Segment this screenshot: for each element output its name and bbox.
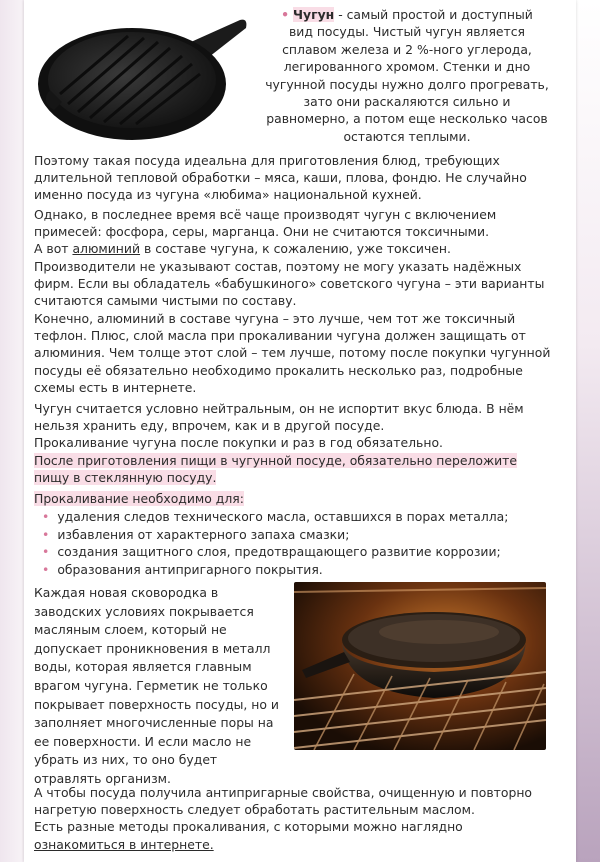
paragraph-4: Чугун считается условно нейтральным, он не испортит вкус блюда. В нём нельзя хранить еду, впрочем, как и в другой посуде. Прокаливание чугуна после покупки и раз в год обязательно. После приготовления пищи в чугунной посуде, обязательно переложите пищу в стеклянную посуду. — [34, 401, 524, 485]
paragraph-5: А чтобы посуда получила антипригарные свойства, очищенную и повторно нагретую поверхность следует обработать растительным маслом. Есть разные методы прокаливания, с которыми можно наглядно ознакомиться в интернете. — [34, 785, 533, 852]
bullet-icon: • — [281, 7, 290, 22]
list-item: • образования антипригарного покрытия. — [42, 561, 323, 577]
bullet-icon: • — [42, 526, 50, 542]
internet-link[interactable]: ознакомиться в интернете. — [34, 836, 214, 852]
bullet-icon: • — [42, 561, 50, 577]
document-page — [24, 0, 576, 862]
list-item: • удаления следов технического масла, оставшихся в порах металла; — [42, 509, 509, 524]
bullet-icon: • — [42, 544, 50, 560]
oven-pan-photo — [294, 582, 546, 750]
paragraph-3: Конечно, алюминий в составе чугуна – это лучше, чем тот же токсичный тефлон. Плюс, слой масла при прокаливании чугуна должен защищать от алюминия. Чем толще этот слой – тем лучше, потому после покупки чугунной посуды её обязательно необходимо прокалить несколько раз, подробные схемы есть в интернете. — [34, 311, 551, 395]
bullet-icon: • — [42, 509, 50, 524]
paragraph-2: Однако, в последнее время всё чаще производят чугун с включением примесей: фосфора, серы, марганца. Они не считаются токсичными. А вот алюминий в составе чугуна, к сожалению, уже токсичен. Производители не указывают состав, поэтому не могу указать надёжных фирм. Если вы обладатель «бабушкиного» советского чугуна – эти варианты считаются самыми чистыми по составу. — [34, 207, 545, 309]
aluminum-link[interactable]: алюминий — [72, 241, 141, 257]
grill-pan-image — [32, 6, 252, 146]
list-item: • избавления от характерного запаха смазки; — [42, 526, 350, 542]
left-column-text: Каждая новая сковородка в заводских условиях покрывается масляным слоем, который не допускает проникновения в металл воды, которая является главным врагом чугуна. Герметик не только покрывает поверхность посуды, но и заполняет многочисленные поры на ее поверхности. И если масло не убрать из них, то оно будет отравлять организм. — [34, 585, 279, 786]
bullet-list — [42, 508, 562, 578]
paragraph-1: Поэтому такая посуда идеальна для приготовления блюд, требующих длительной тепловой обработки – мяса, каши, плова, фондю. Не случайно именно посуда из чугуна «любима» национальной кухней. — [34, 153, 527, 203]
intro-term: Чугун — [293, 7, 335, 22]
intro-paragraph: • Чугун - самый простой и доступный вид посуды. Чистый чугун является сплавом железа и 2 %-ного углерода, легированного хромом. Стенки и дно чугунной посуды нужно долго прогревать, зато они раскаляются сильно и равномерно, а потом еще несколько часов остаются теплыми. — [265, 7, 549, 144]
background-right-decoration — [576, 0, 600, 862]
highlight-note-line-1: После приготовления пищи в чугунной посуде, обязательно переложите — [34, 452, 518, 468]
list-item: • создания защитного слоя, предотвращающего развитие коррозии; — [42, 544, 501, 560]
background-left — [0, 0, 22, 862]
highlight-note-line-2: пищу в стеклянную посуду. — [34, 469, 217, 485]
list-heading: Прокаливание необходимо для: — [34, 491, 244, 506]
